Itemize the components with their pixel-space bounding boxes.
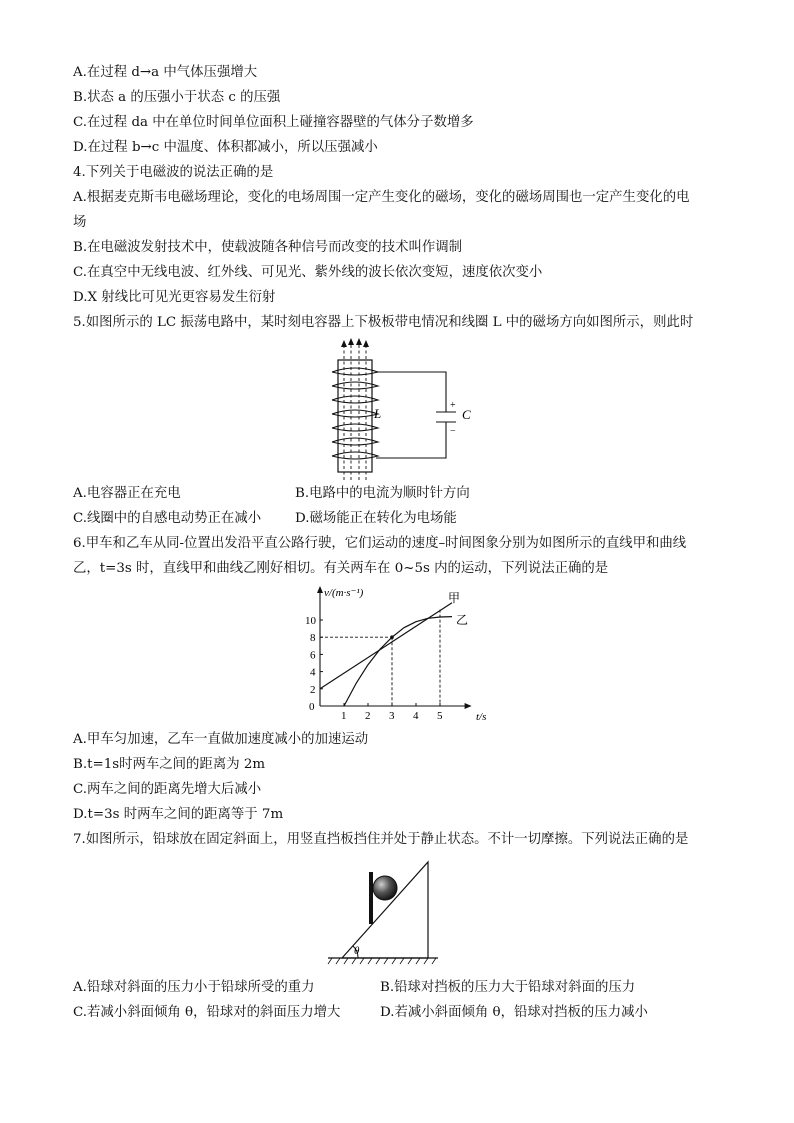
lc-circuit-figure bbox=[318, 338, 488, 483]
series-line-jia bbox=[320, 603, 452, 689]
q7-option-b: B.铅球对挡板的压力大于铅球对斜面的压力 bbox=[380, 980, 636, 995]
inductor-label: L bbox=[374, 406, 382, 421]
q7-stem: 7.如图所示，铅球放在固定斜面上，用竖直挡板挡住并处于静止状态。不计一切摩擦。下列说法正确的是 bbox=[73, 832, 689, 847]
series-label-jia: 甲 bbox=[448, 591, 461, 605]
series-label-yi: 乙 bbox=[456, 613, 469, 627]
tangent-point bbox=[390, 635, 394, 639]
q4-option-a-line2: 场 bbox=[73, 215, 87, 230]
q7-option-a: A.铅球对斜面的压力小于铅球所受的重力 bbox=[73, 980, 315, 995]
q4-option-b: B.在电磁波发射技术中，使载波随各种信号而改变的技术叫作调制 bbox=[73, 240, 463, 255]
y-tick-label: 4 bbox=[310, 666, 316, 679]
q3-option-a: A.在过程 d→a 中气体压强增大 bbox=[73, 65, 258, 80]
q7-option-d: D.若减小斜面倾角 θ，铅球对挡板的压力减小 bbox=[380, 1005, 648, 1020]
q4-stem: 4.下列关于电磁波的说法正确的是 bbox=[73, 165, 274, 180]
y-tick-label: 8 bbox=[310, 632, 316, 645]
capacitor-minus-sign: − bbox=[450, 426, 456, 437]
incline-figure bbox=[324, 858, 440, 970]
y-axis-label: v/(m·s⁻¹) bbox=[324, 587, 364, 599]
x-axis-arrow-icon bbox=[465, 703, 472, 709]
q5-option-c: C.线圈中的自感电动势正在减小 bbox=[73, 511, 262, 526]
y-tick-label: 6 bbox=[310, 649, 316, 662]
q6-stem-line1: 6.甲车和乙车从同-位置出发沿平直公路行驶，它们运动的速度–时间图象分别为如图所示的直线甲和曲线 bbox=[73, 536, 687, 551]
capacitor-label: C bbox=[462, 407, 471, 422]
q7-option-c: C.若减小斜面倾角 θ，铅球对的斜面压力增大 bbox=[73, 1005, 341, 1020]
q4-option-d: D.X 射线比可见光更容易发生衍射 bbox=[73, 290, 276, 305]
x-axis-label: t/s bbox=[476, 711, 487, 723]
y-tick-label: 10 bbox=[305, 615, 316, 627]
x-tick-label: 5 bbox=[437, 710, 443, 722]
y-axis-arrow-icon bbox=[317, 586, 323, 593]
velocity-time-chart bbox=[302, 584, 502, 724]
q5-option-a: A.电容器正在充电 bbox=[73, 486, 181, 501]
lead-ball bbox=[373, 876, 397, 900]
q3-option-b: B.状态 a 的压强小于状态 c 的压强 bbox=[73, 90, 281, 105]
q5-stem: 5.如图所示的 LC 振荡电路中，某时刻电容器上下极板带电情况和线圈 L 中的磁场方向如图所示，则此时 bbox=[73, 315, 694, 330]
q6-option-b: B.t=1s时两车之间的距离为 2m bbox=[73, 757, 266, 772]
angle-label: θ bbox=[354, 945, 360, 957]
capacitor-plus-sign: + bbox=[450, 400, 456, 411]
inductor-coil bbox=[332, 368, 378, 459]
q3-option-d: D.在过程 b→c 中温度、体积都减小，所以压强减小 bbox=[73, 140, 378, 155]
x-tick-label: 1 bbox=[341, 710, 347, 722]
field-arrow-icons bbox=[341, 338, 369, 347]
q6-option-c: C.两车之间的距离先增大后减小 bbox=[73, 782, 262, 797]
q4-option-a-line1: A.根据麦克斯韦电磁场理论，变化的电场周围一定产生变化的磁场，变化的磁场周围也一定产生变化的电 bbox=[73, 190, 690, 205]
x-tick-label: 2 bbox=[365, 710, 371, 722]
x-tick-label: 3 bbox=[389, 710, 395, 722]
ground-hatching bbox=[328, 958, 436, 964]
q5-option-b: B.电路中的电流为顺时针方向 bbox=[295, 486, 470, 501]
q4-option-c: C.在真空中无线电波、红外线、可见光、紫外线的波长依次变短，速度依次变小 bbox=[73, 265, 543, 280]
y-tick-label: 2 bbox=[310, 683, 316, 696]
q6-option-a: A.甲车匀加速，乙车一直做加速度减小的加速运动 bbox=[73, 732, 369, 747]
q6-stem-line2: 乙，t=3s 时，直线甲和曲线乙刚好相切。有关两车在 0~5s 内的运动，下列说法正确的是 bbox=[73, 561, 609, 576]
circuit-wires bbox=[376, 372, 456, 458]
origin-label: 0 bbox=[309, 701, 315, 713]
q5-option-d: D.磁场能正在转化为电场能 bbox=[295, 511, 457, 526]
q3-option-c: C.在过程 da 中在单位时间单位面积上碰撞容器壁的气体分子数增多 bbox=[73, 115, 474, 130]
x-tick-label: 4 bbox=[413, 710, 419, 722]
vertical-board bbox=[369, 872, 373, 924]
series-curve-yi bbox=[344, 617, 452, 706]
q6-option-d: D.t=3s 时两车之间的距离等于 7m bbox=[73, 807, 284, 822]
